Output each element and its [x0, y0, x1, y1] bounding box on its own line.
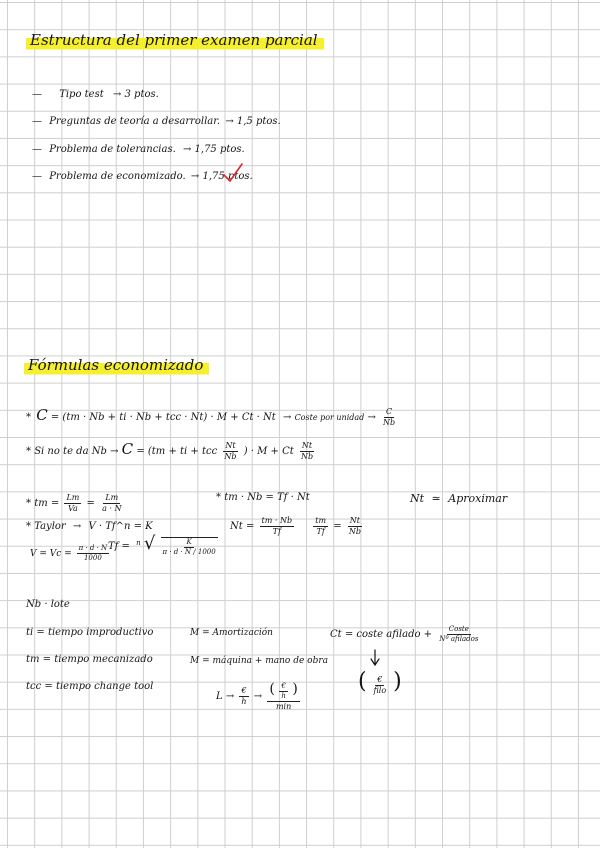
cost-formula: = (tm + ti + tcc — [136, 446, 218, 457]
approx-word: Aproximar — [448, 492, 508, 505]
bullet-star: * — [26, 498, 31, 509]
ct-fraction: $\frac{\text{Coste}}{\text{Nº afilados}}$ — [439, 625, 479, 643]
speed-fraction: $\frac{\pi \cdot d \cdot N}{1000}$ — [78, 544, 108, 562]
arrow-icon: → — [253, 690, 263, 702]
nt-nb-fraction: $\frac{Nt}{Nb}$ — [348, 516, 361, 536]
section1-title: Estructura del primer examen parcial — [26, 31, 324, 51]
arrow-icon: → — [225, 116, 234, 127]
item-text: Preguntas de teoría a desarrollar. — [49, 116, 221, 127]
tm-definition: tm = tiempo mecanizado — [26, 654, 153, 665]
unit-cost-fraction: $\frac{C}{Nb}$ — [383, 407, 396, 427]
arrow-icon: → — [182, 144, 192, 155]
dash: — — [32, 116, 42, 127]
arrow-icon: → — [110, 446, 119, 457]
euro-per-edge-fraction: $\frac{€}{\text{filo}}$ — [373, 675, 387, 695]
unit-cost-note: Coste por unidad — [294, 413, 365, 422]
cost-formula: = (tm · Nb + ti · Nb + tcc · Nt) · M + Ct · Nt — [50, 412, 276, 423]
item-points: 3 ptos. — [124, 89, 159, 100]
dash: — — [32, 144, 42, 155]
m-amortization: M = Amortización — [190, 628, 273, 638]
nt-fraction: $\frac{tm \cdot Nb}{Tf}$ — [261, 516, 293, 536]
ti-definition: ti = tiempo improductivo — [26, 627, 154, 638]
section2-title: Fórmulas economizado — [24, 356, 209, 376]
approx-symbol: ≃ — [431, 492, 441, 505]
open-paren: ( — [358, 669, 367, 694]
cost-symbol: C — [36, 406, 48, 424]
cost-symbol: C — [121, 440, 134, 458]
speed-lhs: V = Vc = — [30, 549, 72, 559]
dash: — — [32, 171, 42, 182]
tm-lhs: tm = — [34, 498, 60, 509]
item-text: Problema de economizado. — [49, 171, 186, 182]
tf-lhs: Tf = — [108, 541, 130, 552]
item-points: 1,5 ptos. — [236, 116, 281, 127]
l-symbol: L — [216, 690, 223, 702]
m-machine-labor: M = máquina + mano de obra — [190, 656, 329, 666]
nt-nb-fraction: $\frac{Nt}{Nb}$ — [224, 441, 237, 461]
arrow-icon: → — [112, 89, 122, 100]
nt-symbol: Nt — [410, 492, 425, 505]
equals: = — [333, 521, 342, 532]
equals: = — [86, 498, 95, 509]
lm-an-fraction: $\frac{Lm}{a \cdot N}$ — [102, 493, 122, 513]
condition-text: Si no te da Nb — [34, 446, 107, 457]
close-paren: ) — [393, 669, 402, 694]
root-fraction: $\frac{K}{\pi \cdot d \cdot N / 1000}$ — [162, 538, 216, 556]
taylor-label: Taylor — [34, 521, 66, 532]
bullet-star: * — [216, 492, 221, 503]
tcc-definition: tcc = tiempo change tool — [26, 681, 154, 692]
sqrt-icon: √ — [143, 533, 156, 554]
item-points: 1,75 ptos. — [194, 144, 245, 155]
relation-text: tm · Nb = Tf · Nt — [224, 492, 310, 503]
close-paren: ) — [292, 681, 298, 697]
arrow-icon: → — [225, 690, 235, 702]
open-paren: ( — [269, 681, 275, 697]
tm-tf-fraction: $\frac{tm}{Tf}$ — [315, 516, 327, 536]
euro-per-hour-fraction: $\frac{€}{h}$ — [241, 685, 247, 706]
taylor-equation: V · Tf^n = K — [88, 521, 153, 532]
bullet-star: * — [26, 521, 31, 532]
item-points: 1,75 ptos. — [202, 171, 253, 182]
arrow-icon: → — [72, 521, 82, 532]
cost-formula-tail: ) · M + Ct — [243, 446, 294, 457]
nt-lhs: Nt = — [230, 521, 255, 532]
root-index: n — [136, 538, 141, 547]
euro-per-minute-fraction: ( $\frac{€}{h}$ ) min — [269, 681, 298, 711]
arrow-icon: → — [367, 412, 376, 423]
lm-va-fraction: $\frac{Lm}{Va}$ — [66, 493, 80, 513]
nt-nb-fraction: $\frac{Nt}{Nb}$ — [300, 441, 314, 461]
dash: — — [32, 89, 42, 100]
bullet-star: * — [26, 446, 31, 457]
item-text: Problema de tolerancias. — [49, 144, 176, 155]
down-arrow-icon — [371, 650, 379, 665]
ct-lhs: Ct = coste afilado + — [330, 629, 433, 640]
arrow-icon: → — [282, 412, 292, 423]
nested-fraction: $\frac{€}{h}$ — [281, 681, 286, 700]
arrow-icon: → — [190, 171, 200, 182]
item-text: Tipo test — [59, 89, 104, 100]
nb-definition: Nb · lote — [26, 599, 70, 610]
bullet-star: * — [26, 412, 31, 423]
